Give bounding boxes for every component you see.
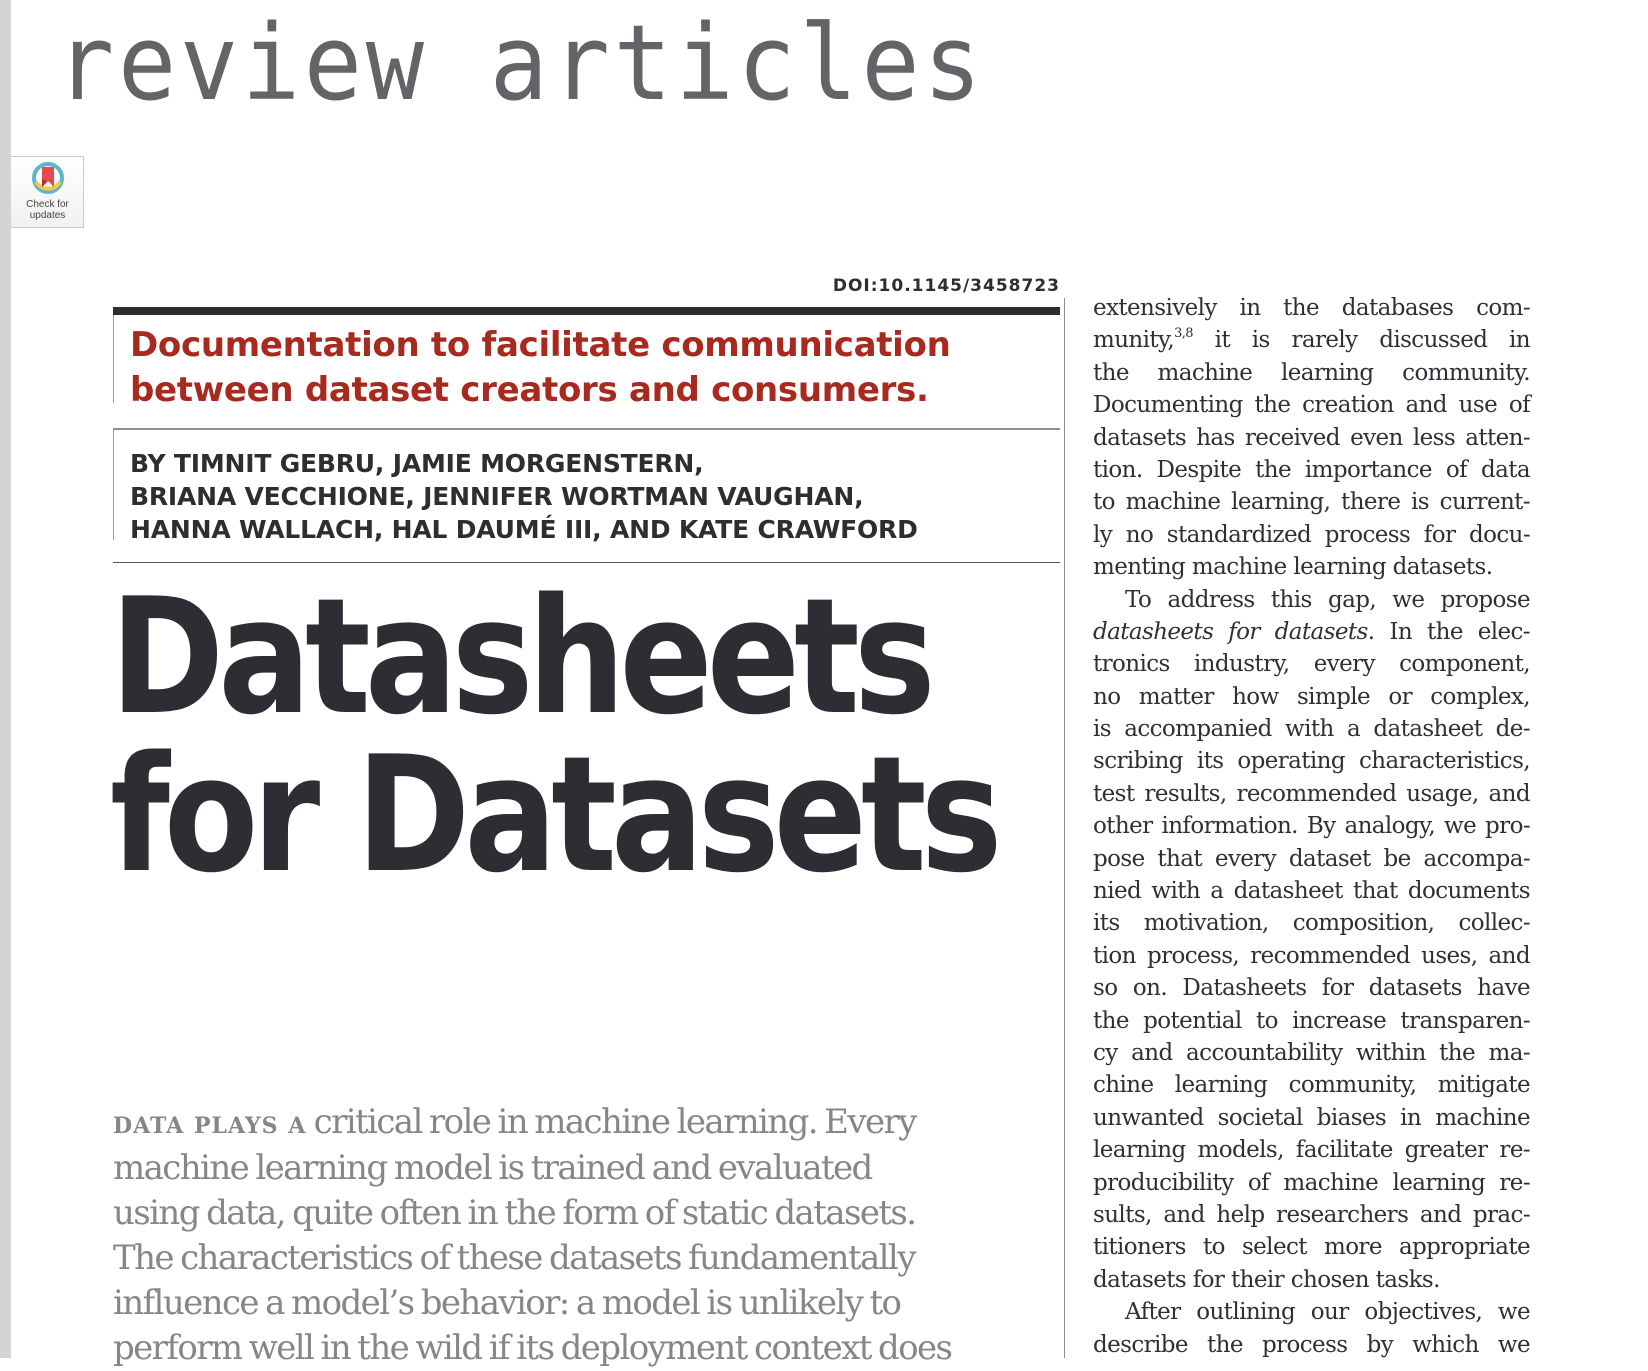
lead-line: perform well in the wild if its deployment context does bbox=[113, 1328, 952, 1368]
article-subtitle bbox=[130, 323, 1050, 413]
subtitle-side-rule bbox=[113, 315, 114, 403]
body-line: tion process, recommended uses, and bbox=[1093, 942, 1530, 969]
body-line: to machine learning, there is current- bbox=[1093, 489, 1530, 516]
body-line: pose that every dataset be accompa- bbox=[1093, 845, 1530, 872]
subtitle-divider bbox=[113, 428, 1060, 430]
body-line: learning models, facilitate greater re- bbox=[1093, 1137, 1530, 1164]
lead-drop-caps: data plays a bbox=[113, 1105, 307, 1141]
body-text: it is rarely discussed in bbox=[1192, 327, 1530, 354]
body-line: scribing its operating characteristics, bbox=[1093, 748, 1530, 775]
lead-line: The characteristics of these datasets fundamentally bbox=[113, 1238, 915, 1278]
body-line: so on. Datasheets for datasets have bbox=[1093, 975, 1530, 1002]
body-text: . In the elec- bbox=[1367, 618, 1530, 645]
body-line: unwanted societal biases in machine bbox=[1093, 1104, 1530, 1131]
badge-line-1: Check for bbox=[26, 199, 69, 210]
subtitle-line-1: Documentation to facilitate communication bbox=[130, 325, 951, 365]
lead-line: influence a model’s behavior: a model is unlikely to bbox=[113, 1283, 901, 1323]
lead-line bbox=[113, 1100, 1033, 1146]
author-line-2: BRIANA VECCHIONE, JENNIFER WORTMAN VAUGHAN, bbox=[130, 482, 864, 511]
author-line-3: HANNA WALLACH, HAL DAUMÉ III, AND KATE CRAWFORD bbox=[130, 515, 918, 544]
body-line: test results, recommended usage, and bbox=[1093, 780, 1530, 807]
authors-side-rule bbox=[113, 430, 114, 540]
header-thick-rule bbox=[113, 307, 1060, 315]
title-line-2: for Datasets bbox=[110, 721, 997, 908]
body-line: the potential to increase transparen- bbox=[1093, 1007, 1530, 1034]
doi-link[interactable]: DOI:10.1145/3458723 bbox=[832, 276, 1060, 296]
body-line: Documenting the creation and use of bbox=[1093, 392, 1530, 419]
body-line: chine learning community, mitigate bbox=[1093, 1072, 1530, 1099]
check-for-updates-label bbox=[11, 199, 84, 221]
article-title bbox=[110, 563, 997, 908]
body-line: no matter how simple or complex, bbox=[1093, 683, 1530, 710]
body-line bbox=[1093, 616, 1530, 648]
body-line bbox=[1093, 324, 1530, 356]
lead-line-text: critical role in machine learning. Every bbox=[306, 1102, 916, 1142]
body-text: munity, bbox=[1093, 327, 1175, 354]
body-text-column bbox=[1093, 292, 1530, 1361]
author-line-1: BY TIMNIT GEBRU, JAMIE MORGENSTERN, bbox=[130, 449, 704, 478]
body-line: menting machine learning datasets. bbox=[1093, 554, 1493, 581]
body-line: is accompanied with a datasheet de- bbox=[1093, 716, 1530, 743]
body-emphasis: datasheets for datasets bbox=[1093, 618, 1368, 645]
body-line: its motivation, composition, collec- bbox=[1093, 910, 1530, 937]
citation-superscript[interactable]: 3,8 bbox=[1174, 326, 1193, 342]
body-line: titioners to select more appropriate bbox=[1093, 1234, 1530, 1261]
body-line: tronics industry, every component, bbox=[1093, 651, 1530, 678]
body-line: extensively in the databases com- bbox=[1093, 295, 1530, 321]
body-line: sults, and help researchers and prac- bbox=[1093, 1201, 1530, 1228]
lead-line: machine learning model is trained and evaluated bbox=[113, 1148, 872, 1188]
body-line: nied with a datasheet that documents bbox=[1093, 878, 1530, 905]
check-for-updates-button[interactable] bbox=[11, 156, 84, 228]
lead-paragraph bbox=[113, 1100, 1033, 1371]
body-line: After outlining our objectives, we bbox=[1125, 1299, 1530, 1326]
body-line: cy and accountability within the ma- bbox=[1093, 1039, 1530, 1066]
lead-line: using data, quite often in the form of static datasets. bbox=[113, 1193, 916, 1233]
badge-line-2: updates bbox=[29, 210, 66, 221]
body-line: To address this gap, we propose bbox=[1125, 586, 1530, 613]
section-label: review articles bbox=[56, 2, 986, 124]
body-line: producibility of machine learning re- bbox=[1093, 1169, 1530, 1196]
body-line: other information. By analogy, we pro- bbox=[1093, 813, 1530, 840]
body-line: tion. Despite the importance of data bbox=[1093, 456, 1530, 483]
subtitle-line-2: between dataset creators and consumers. bbox=[130, 370, 929, 410]
author-byline bbox=[130, 447, 1050, 546]
body-line: datasets has received even less atten- bbox=[1093, 424, 1530, 451]
body-line: the machine learning community. bbox=[1093, 359, 1530, 386]
viewer-left-gutter bbox=[0, 0, 11, 1358]
column-divider bbox=[1064, 298, 1065, 1358]
check-for-updates-bookmark-icon bbox=[31, 161, 65, 195]
body-line: describe the process by which we bbox=[1093, 1331, 1530, 1358]
body-line: ly no standardized process for docu- bbox=[1093, 521, 1530, 548]
body-line: datasets for their chosen tasks. bbox=[1093, 1266, 1440, 1293]
title-line-1: Datasheets bbox=[110, 563, 930, 750]
